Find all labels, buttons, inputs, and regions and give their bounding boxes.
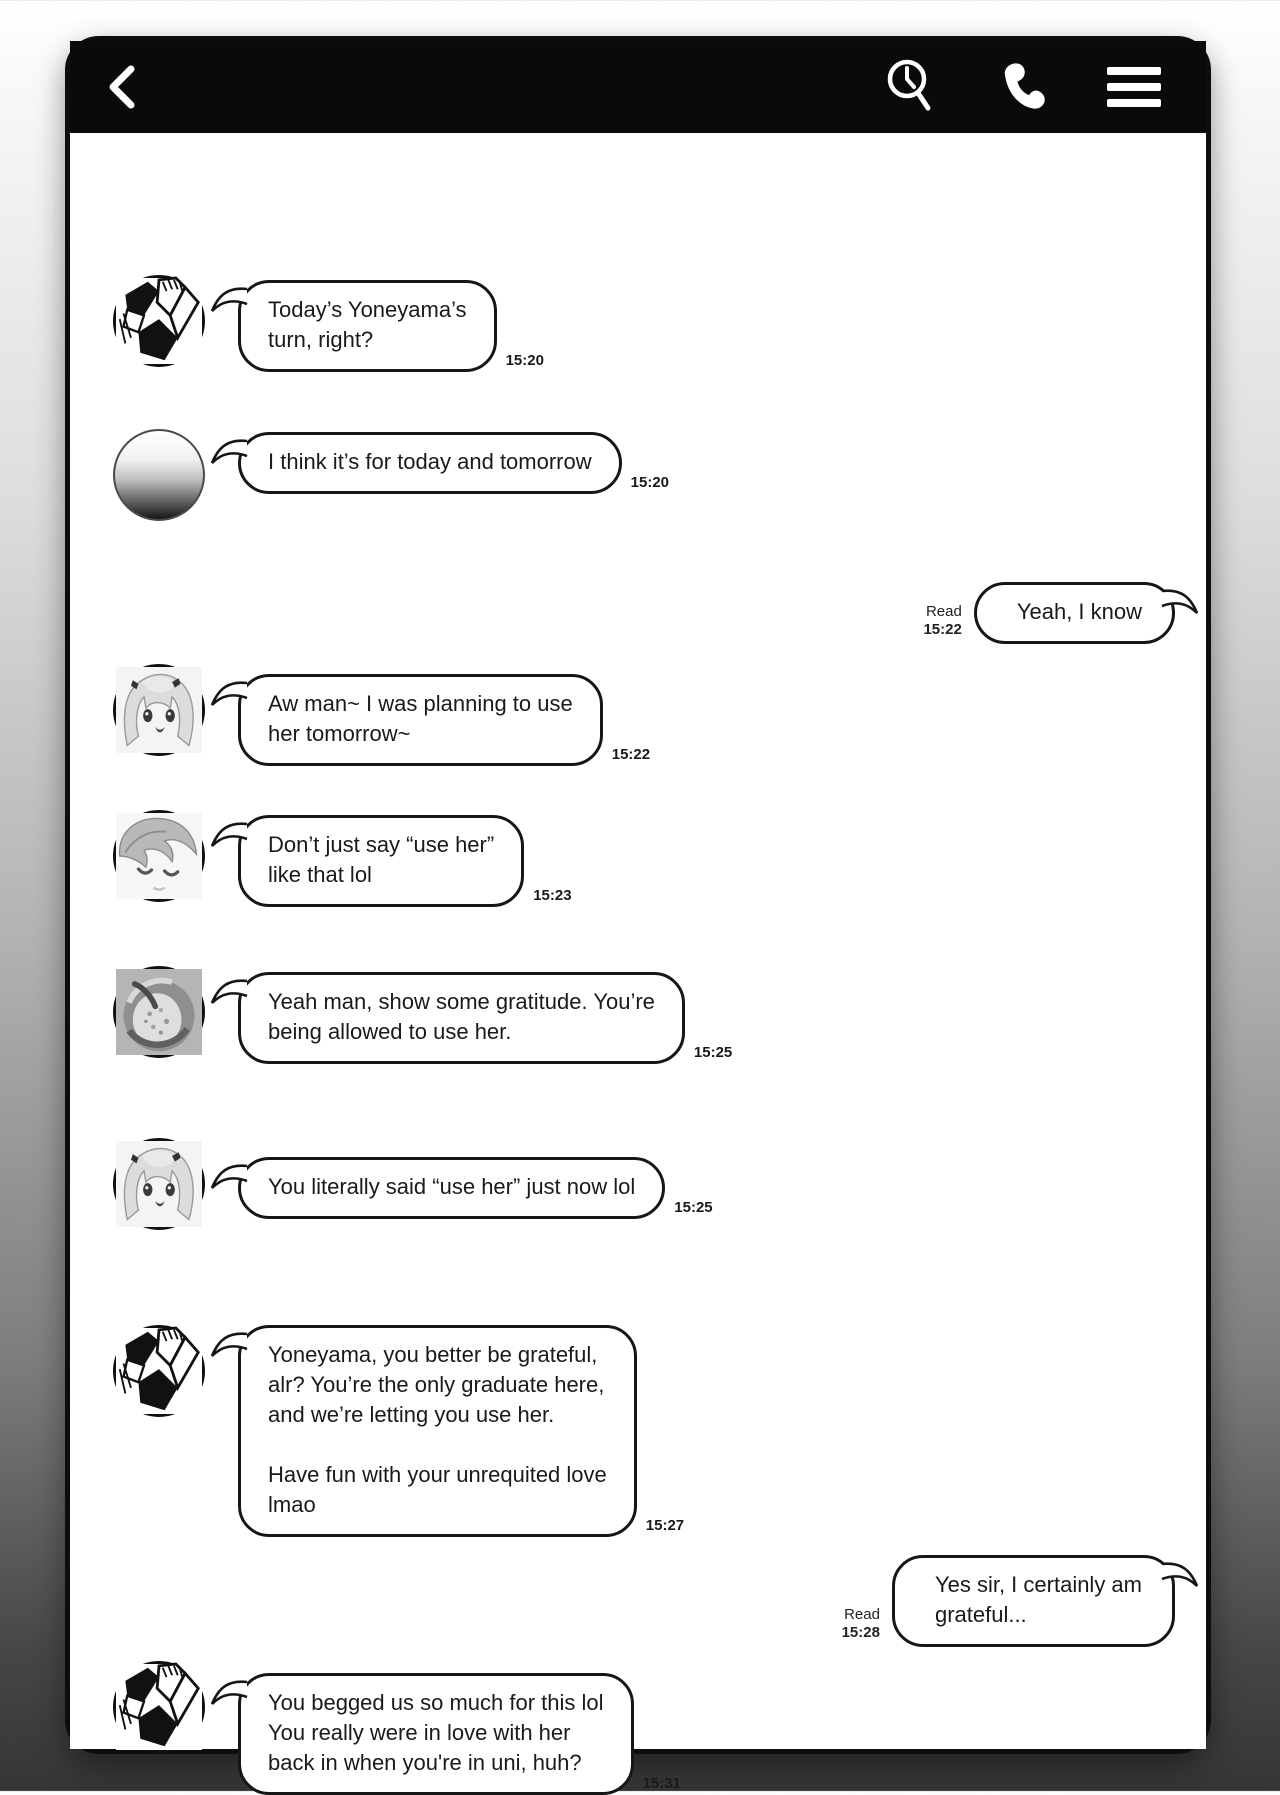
avatar-manga-panel[interactable]	[113, 1661, 205, 1753]
avatar-sphere[interactable]	[113, 429, 205, 521]
read-label: Read	[844, 1606, 880, 1623]
message-row-incoming	[113, 810, 1175, 907]
bubble-tail-icon	[211, 1331, 248, 1359]
message-row-incoming	[113, 1661, 1175, 1795]
avatar-manga-panel[interactable]	[113, 275, 205, 367]
speech-bubble	[238, 1157, 665, 1219]
message-line: turn, right?	[268, 327, 374, 352]
avatar-girl[interactable]	[113, 1138, 205, 1230]
timestamp: 15:25	[693, 1044, 733, 1061]
message-row-incoming	[113, 275, 1175, 372]
bubble-tail-icon	[211, 1163, 248, 1191]
avatar-bangs[interactable]	[113, 810, 205, 902]
message-row-outgoing	[113, 582, 1175, 644]
bubble-tail-icon	[211, 821, 248, 849]
message-line: Yoneyama, you better be grateful,	[268, 1342, 598, 1367]
message-line: Aw man~ I was planning to use	[268, 691, 573, 716]
message-line: Yes sir, I certainly am	[934, 1572, 1142, 1597]
message-line: lmao	[268, 1492, 316, 1517]
speech-bubble	[238, 1325, 637, 1537]
phone-frame	[65, 36, 1211, 1792]
message-row-incoming	[113, 1325, 1175, 1537]
timestamp: 15:20	[630, 474, 670, 491]
chat-header	[70, 41, 1206, 133]
message-line: Yeah, I know	[1016, 599, 1142, 624]
message-line: Today’s Yoneyama’s	[268, 297, 467, 322]
message-line: You really were in love with her	[268, 1720, 571, 1745]
timestamp: 15:27	[645, 1517, 685, 1534]
read-receipt	[842, 1606, 880, 1642]
message-line: and we’re letting you use her.	[268, 1402, 555, 1427]
bubble-tail-icon	[211, 978, 248, 1006]
speech-bubble	[238, 972, 685, 1064]
message-line: grateful...	[934, 1602, 1027, 1627]
speech-bubble	[974, 582, 1175, 644]
message-line: being allowed to use her.	[268, 1019, 512, 1044]
message-row-incoming	[113, 429, 1175, 521]
avatar-girl[interactable]	[113, 664, 205, 756]
message-line: alr? You’re the only graduate here,	[268, 1372, 605, 1397]
menu-button[interactable]	[1106, 65, 1162, 109]
timestamp: 15:22	[923, 621, 962, 638]
message-line	[268, 1430, 607, 1460]
speech-bubble	[238, 280, 497, 372]
search-history-icon	[884, 58, 936, 116]
timestamp: 15:22	[611, 746, 651, 763]
message-line: her tomorrow~	[268, 721, 411, 746]
message-line: Have fun with your unrequited love	[268, 1462, 607, 1487]
chevron-left-icon	[104, 62, 140, 112]
message-line: Don’t just say “use her”	[268, 832, 495, 857]
read-receipt	[923, 603, 961, 639]
bubble-tail-icon	[211, 680, 248, 708]
avatar-manga-panel[interactable]	[113, 1325, 205, 1417]
speech-bubble	[892, 1555, 1175, 1647]
speech-bubble	[238, 815, 524, 907]
message-row-incoming	[113, 664, 1175, 766]
message-line: You begged us so much for this lol	[268, 1690, 604, 1715]
message-line: like that lol	[268, 862, 372, 887]
bubble-tail-icon	[211, 286, 248, 314]
bubble-tail-icon	[1161, 1561, 1198, 1589]
timestamp: 15:25	[674, 1199, 713, 1216]
phone-icon	[992, 58, 1050, 116]
speech-bubble	[238, 1673, 634, 1795]
message-line: You literally said “use her” just now lol	[268, 1174, 636, 1199]
message-row-incoming	[113, 966, 1175, 1064]
call-button[interactable]	[992, 58, 1050, 116]
avatar-food[interactable]	[113, 966, 205, 1058]
chat-area[interactable]	[70, 133, 1206, 1792]
speech-bubble	[238, 674, 603, 766]
timestamp: 15:20	[505, 352, 544, 369]
message-line: back in when you're in uni, huh?	[268, 1750, 582, 1775]
bubble-tail-icon	[1161, 588, 1198, 616]
timestamp: 15:31	[642, 1775, 681, 1792]
timestamp: 15:23	[533, 887, 572, 904]
message-line: I think it’s for today and tomorrow	[268, 449, 592, 474]
bubble-tail-icon	[211, 438, 248, 466]
read-label: Read	[925, 603, 962, 620]
bubble-tail-icon	[211, 1679, 248, 1707]
message-row-incoming	[113, 1138, 1175, 1230]
timestamp: 15:28	[841, 1624, 880, 1641]
hamburger-menu-icon	[1106, 65, 1162, 109]
speech-bubble	[238, 432, 622, 494]
message-line: Yeah man, show some gratitude. You’re	[268, 989, 655, 1014]
message-row-outgoing	[113, 1555, 1175, 1647]
back-button[interactable]	[104, 62, 140, 112]
search-history-button[interactable]	[884, 58, 936, 116]
